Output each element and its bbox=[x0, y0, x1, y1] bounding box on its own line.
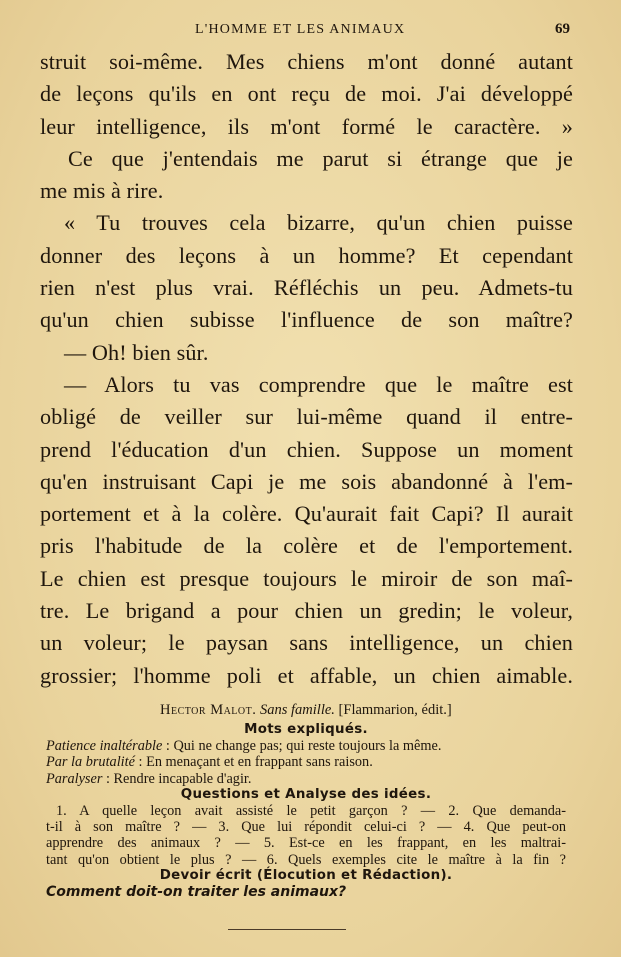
text-line: portement et à la colère. Qu'aurait fait Capi? Il aurait bbox=[40, 501, 573, 527]
text-line: donner des leçons à un homme? Et cependant bbox=[40, 242, 573, 268]
text-line: obligé de veiller sur lui-même quand il entre- bbox=[40, 404, 573, 430]
text-line: — Alors tu vas comprendre que le maître est bbox=[64, 371, 573, 397]
question-line: 1. A quelle leçon avait assisté le petit garçon ? — 2. Que demanda- bbox=[56, 803, 566, 820]
text-line: rien n'est plus vrai. Réfléchis un peu. Admets-tu bbox=[40, 275, 573, 301]
source-credit bbox=[160, 702, 452, 719]
text-line: qu'un chien subisse l'influence de son maître? bbox=[40, 307, 573, 333]
credit-work: Sans famille. bbox=[260, 702, 335, 718]
text-line: prend l'éducation d'un chien. Suppose un moment bbox=[40, 436, 573, 462]
running-head: L'HOMME ET LES ANIMAUX bbox=[195, 22, 406, 37]
text-line: grossier; l'homme poli et affable, un chien aimable. bbox=[40, 662, 573, 688]
text-line: tre. Le brigand a pour chien un gredin; le voleur, bbox=[40, 598, 573, 624]
credit-publisher: [Flammarion, édit.] bbox=[338, 702, 452, 718]
glossary-heading: Mots expliqués. bbox=[244, 722, 368, 737]
text-line: leur intelligence, ils m'ont formé le caractère. » bbox=[40, 113, 573, 139]
text-line: « Tu trouves cela bizarre, qu'un chien puisse bbox=[64, 210, 573, 236]
text-line: — Oh! bien sûr. bbox=[64, 339, 209, 365]
glossary-definition: : Qui ne change pas; qui reste toujours la même. bbox=[165, 738, 442, 755]
glossary-term: Paralyser bbox=[46, 770, 103, 787]
exercise-section bbox=[46, 722, 566, 900]
text-line: Le chien est presque toujours le miroir de son maî- bbox=[40, 565, 573, 591]
page-number: 69 bbox=[555, 21, 570, 37]
page-header bbox=[0, 22, 621, 42]
text-line: qu'en instruisant Capi je me sois abandonné à l'em- bbox=[40, 468, 573, 494]
glossary-definition: : En menaçant et en frappant sans raison. bbox=[138, 754, 373, 771]
glossary-item bbox=[46, 738, 566, 754]
question-line: t-il à son maître ? — 3. Que lui répondit celui-ci ? — 4. Que peut-on bbox=[46, 819, 566, 836]
text-line: Ce que j'entendais me parut si étrange que je bbox=[68, 145, 573, 171]
glossary-definition: : Rendre incapable d'agir. bbox=[105, 770, 252, 787]
text-line: un voleur; le paysan sans intelligence, un chien bbox=[40, 630, 573, 656]
closing-rule bbox=[228, 929, 346, 930]
assignment-prompt: Comment doit-on traiter les animaux? bbox=[46, 884, 347, 901]
glossary-item bbox=[46, 771, 566, 787]
questions-heading: Questions et Analyse des idées. bbox=[180, 786, 432, 802]
question-line: apprendre des animaux ? — 5. Est-ce en les frappant, en les maltrai- bbox=[46, 835, 566, 852]
text-line: pris l'habitude de la colère et de l'emportement. bbox=[40, 533, 573, 559]
text-line: de leçons qu'ils en ont reçu de moi. J'ai développé bbox=[40, 81, 573, 107]
text-line: struit soi-même. Mes chiens m'ont donné autant bbox=[40, 49, 573, 74]
text-line: me mis à rire. bbox=[40, 178, 164, 204]
main-text bbox=[40, 46, 573, 692]
glossary-term: Patience inaltérable bbox=[46, 738, 163, 755]
glossary-item bbox=[46, 754, 566, 770]
glossary-term: Par la brutalité bbox=[46, 754, 135, 771]
question-line: tant qu'on obtient le plus ? — 6. Quels exemples cite le maître à la fin ? bbox=[46, 851, 566, 868]
credit-author: Hector Malot. bbox=[160, 702, 257, 718]
assignment-heading: Devoir écrit (Élocution et Rédaction). bbox=[159, 867, 453, 883]
